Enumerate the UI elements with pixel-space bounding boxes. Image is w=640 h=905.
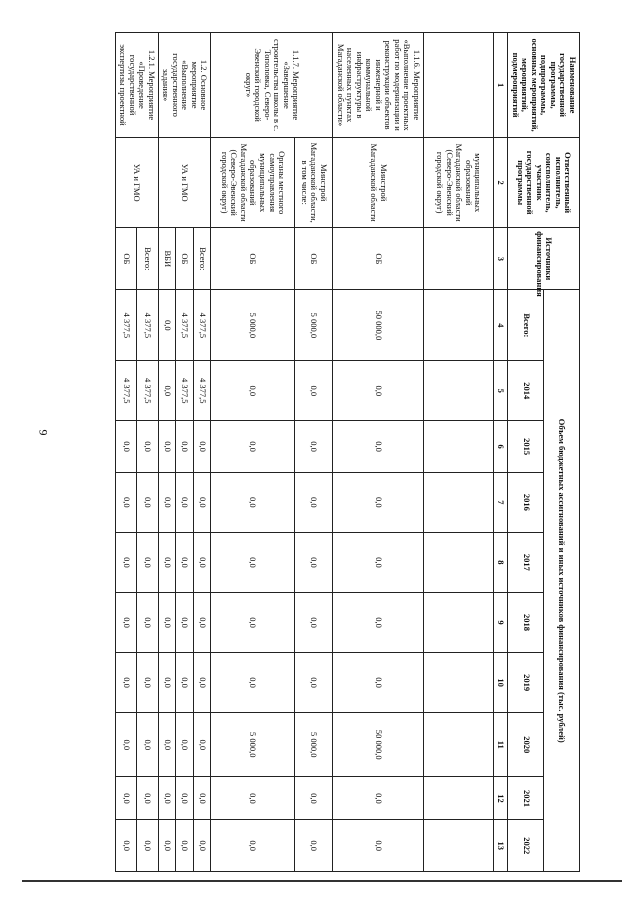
value-cell: 0,0 — [295, 361, 333, 421]
value-cell: 5 000,0 — [211, 290, 295, 361]
value-cell: 0,0 — [211, 653, 295, 713]
value-cell: 0,0 — [137, 532, 159, 592]
value-cell: 0,0 — [115, 592, 137, 652]
executor-cell: УА и ГМО — [115, 138, 158, 228]
value-cell: 4 377,5 — [193, 361, 211, 421]
value-cell: 4 377,5 — [137, 361, 159, 421]
value-cell: 0,0 — [115, 421, 137, 472]
source-cell: ОБ — [115, 228, 137, 290]
value-cell — [423, 421, 493, 472]
value-cell: 0,0 — [176, 653, 194, 713]
value-cell — [423, 361, 493, 421]
value-cell: 0,0 — [158, 361, 176, 421]
year-header: 2022 — [508, 820, 544, 872]
program-name-cell: 1.1.7. Мероприятие «Завершение строительства школы в с. Тополовка, Северо-Эвенский городской округ» — [211, 33, 333, 138]
year-header: 2015 — [508, 421, 544, 472]
value-cell: 0,0 — [158, 592, 176, 652]
value-cell: 0,0 — [115, 713, 137, 777]
executor-cell: УА и ГМО — [158, 138, 211, 228]
source-cell: ВБИ — [158, 228, 176, 290]
value-cell: 4 377,5 — [193, 290, 211, 361]
value-cell: 0,0 — [158, 713, 176, 777]
value-cell: 0,0 — [158, 421, 176, 472]
col-number: 5 — [493, 361, 508, 421]
value-cell: 0,0 — [295, 653, 333, 713]
value-cell — [423, 472, 493, 532]
value-cell: 0,0 — [333, 421, 424, 472]
value-cell: 0,0 — [115, 653, 137, 713]
col-number: 7 — [493, 472, 508, 532]
col-number: 10 — [493, 653, 508, 713]
col-number: 3 — [493, 228, 508, 290]
value-cell: 4 377,5 — [176, 361, 194, 421]
value-cell: 0,0 — [176, 532, 194, 592]
value-cell — [423, 290, 493, 361]
scan-edge-line — [22, 880, 622, 882]
value-cell: 0,0 — [176, 472, 194, 532]
value-cell: 0,0 — [158, 820, 176, 872]
header-group: Объем бюджетных ассигнований и иных источников финансирования (тыс. рублей) — [544, 290, 580, 872]
value-cell: 0,0 — [193, 820, 211, 872]
value-cell — [423, 653, 493, 713]
value-cell: 0,0 — [333, 532, 424, 592]
value-cell: 0,0 — [211, 472, 295, 532]
value-cell: 0,0 — [295, 532, 333, 592]
value-cell: 5 000,0 — [211, 713, 295, 777]
value-cell: 0,0 — [193, 713, 211, 777]
value-cell: 0,0 — [158, 777, 176, 820]
year-header: 2017 — [508, 532, 544, 592]
source-cell: ОБ — [333, 228, 424, 290]
col-number: 2 — [493, 138, 508, 228]
header-col1: Наименование государственной программы, подпрограммы, основных мероприятий, мероприятий, подмероприятий — [508, 33, 580, 138]
col-number: 13 — [493, 820, 508, 872]
year-header: 2014 — [508, 361, 544, 421]
value-cell — [423, 532, 493, 592]
year-header: 2021 — [508, 777, 544, 820]
header-col2: Ответственный исполнитель, соисполнитель, участник государственной программы — [508, 138, 580, 228]
table-row — [137, 33, 159, 872]
col-number: 8 — [493, 532, 508, 592]
table-row — [423, 33, 493, 872]
value-cell: 0,0 — [193, 532, 211, 592]
value-cell: 0,0 — [295, 421, 333, 472]
value-cell: 0,0 — [295, 820, 333, 872]
year-header: 2016 — [508, 472, 544, 532]
page-number: 9 — [36, 429, 51, 436]
source-cell: Всего: — [137, 228, 159, 290]
year-header: 2019 — [508, 653, 544, 713]
value-cell: 0,0 — [193, 777, 211, 820]
source-cell — [423, 228, 493, 290]
value-cell: 0,0 — [193, 592, 211, 652]
value-cell: 50 000,0 — [333, 290, 424, 361]
col-number: 6 — [493, 421, 508, 472]
col-number: 1 — [493, 33, 508, 138]
year-header: 2020 — [508, 713, 544, 777]
program-name-cell: 1.1.6. Мероприятие «Выполнение проектных работ по модернизации и реконструкции объектов инженерной и коммунальной инфраструктуры в населенных пунктах Магаданской области» — [333, 33, 424, 138]
value-cell — [423, 713, 493, 777]
value-cell: 0,0 — [115, 820, 137, 872]
value-cell: 0,0 — [211, 361, 295, 421]
header-row-1 — [544, 33, 580, 872]
value-cell: 0,0 — [176, 777, 194, 820]
header-row-numbers — [493, 33, 508, 872]
value-cell: 0,0 — [176, 713, 194, 777]
value-cell: 0,0 — [333, 653, 424, 713]
value-cell: 4 377,5 — [176, 290, 194, 361]
value-cell: 5 000,0 — [295, 290, 333, 361]
year-header: Всего: — [508, 290, 544, 361]
program-name-cell — [423, 33, 493, 138]
value-cell: 0,0 — [176, 421, 194, 472]
value-cell: 0,0 — [137, 653, 159, 713]
value-cell: 0,0 — [193, 653, 211, 713]
value-cell: 4 377,5 — [115, 290, 137, 361]
value-cell: 0,0 — [115, 777, 137, 820]
value-cell: 0,0 — [193, 421, 211, 472]
value-cell: 50 000,0 — [333, 713, 424, 777]
executor-cell: Минстрой Магаданской области, в том числе: — [295, 138, 333, 228]
source-cell: ОБ — [211, 228, 295, 290]
value-cell: 0,0 — [333, 592, 424, 652]
col-number: 4 — [493, 290, 508, 361]
value-cell: 5 000,0 — [295, 713, 333, 777]
value-cell: 0,0 — [158, 532, 176, 592]
financing-table — [115, 32, 580, 872]
value-cell — [423, 592, 493, 652]
value-cell: 0,0 — [333, 777, 424, 820]
value-cell: 0,0 — [211, 777, 295, 820]
value-cell: 0,0 — [137, 592, 159, 652]
value-cell: 0,0 — [176, 592, 194, 652]
value-cell: 0,0 — [333, 472, 424, 532]
executor-cell: муниципальных образований Магаданской области (Северо-Эвенский городской округ) — [423, 138, 493, 228]
program-name-cell: 1.2.1. Мероприятие «Проведение государственной экспертизы проектной — [115, 33, 158, 138]
col-number: 9 — [493, 592, 508, 652]
table-row — [295, 33, 333, 872]
header-col3: Источники финансирования — [508, 228, 580, 290]
value-cell: 4 377,5 — [137, 290, 159, 361]
value-cell: 0,0 — [158, 653, 176, 713]
value-cell: 0,0 — [158, 290, 176, 361]
value-cell — [423, 777, 493, 820]
value-cell: 0,0 — [295, 777, 333, 820]
table-row — [333, 33, 424, 872]
value-cell: 0,0 — [211, 421, 295, 472]
executor-cell: Органы местного самоуправления муниципальных образований Магаданской области (Северо-Эвенский городской округ) — [211, 138, 295, 228]
value-cell: 0,0 — [158, 472, 176, 532]
value-cell: 4 377,5 — [115, 361, 137, 421]
source-cell: ОБ — [295, 228, 333, 290]
year-header: 2018 — [508, 592, 544, 652]
executor-cell: Минстрой Магаданской области — [333, 138, 424, 228]
value-cell: 0,0 — [137, 713, 159, 777]
value-cell: 0,0 — [193, 472, 211, 532]
value-cell: 0,0 — [211, 820, 295, 872]
value-cell: 0,0 — [137, 820, 159, 872]
value-cell: 0,0 — [137, 777, 159, 820]
col-number: 12 — [493, 777, 508, 820]
col-number: 11 — [493, 713, 508, 777]
table-row — [211, 33, 295, 872]
value-cell: 0,0 — [137, 421, 159, 472]
rotated-table-container — [60, 32, 580, 872]
value-cell: 0,0 — [295, 592, 333, 652]
value-cell: 0,0 — [176, 820, 194, 872]
value-cell: 0,0 — [333, 820, 424, 872]
program-name-cell: 1.2. Основное мероприятие «Выполнение государственного задания» — [158, 33, 211, 138]
value-cell: 0,0 — [295, 472, 333, 532]
source-cell: ОБ — [176, 228, 194, 290]
value-cell: 0,0 — [137, 472, 159, 532]
value-cell — [423, 820, 493, 872]
source-cell: Всего: — [193, 228, 211, 290]
value-cell: 0,0 — [211, 532, 295, 592]
value-cell: 0,0 — [115, 532, 137, 592]
table-row — [193, 33, 211, 872]
value-cell: 0,0 — [333, 361, 424, 421]
value-cell: 0,0 — [211, 592, 295, 652]
value-cell: 0,0 — [115, 472, 137, 532]
